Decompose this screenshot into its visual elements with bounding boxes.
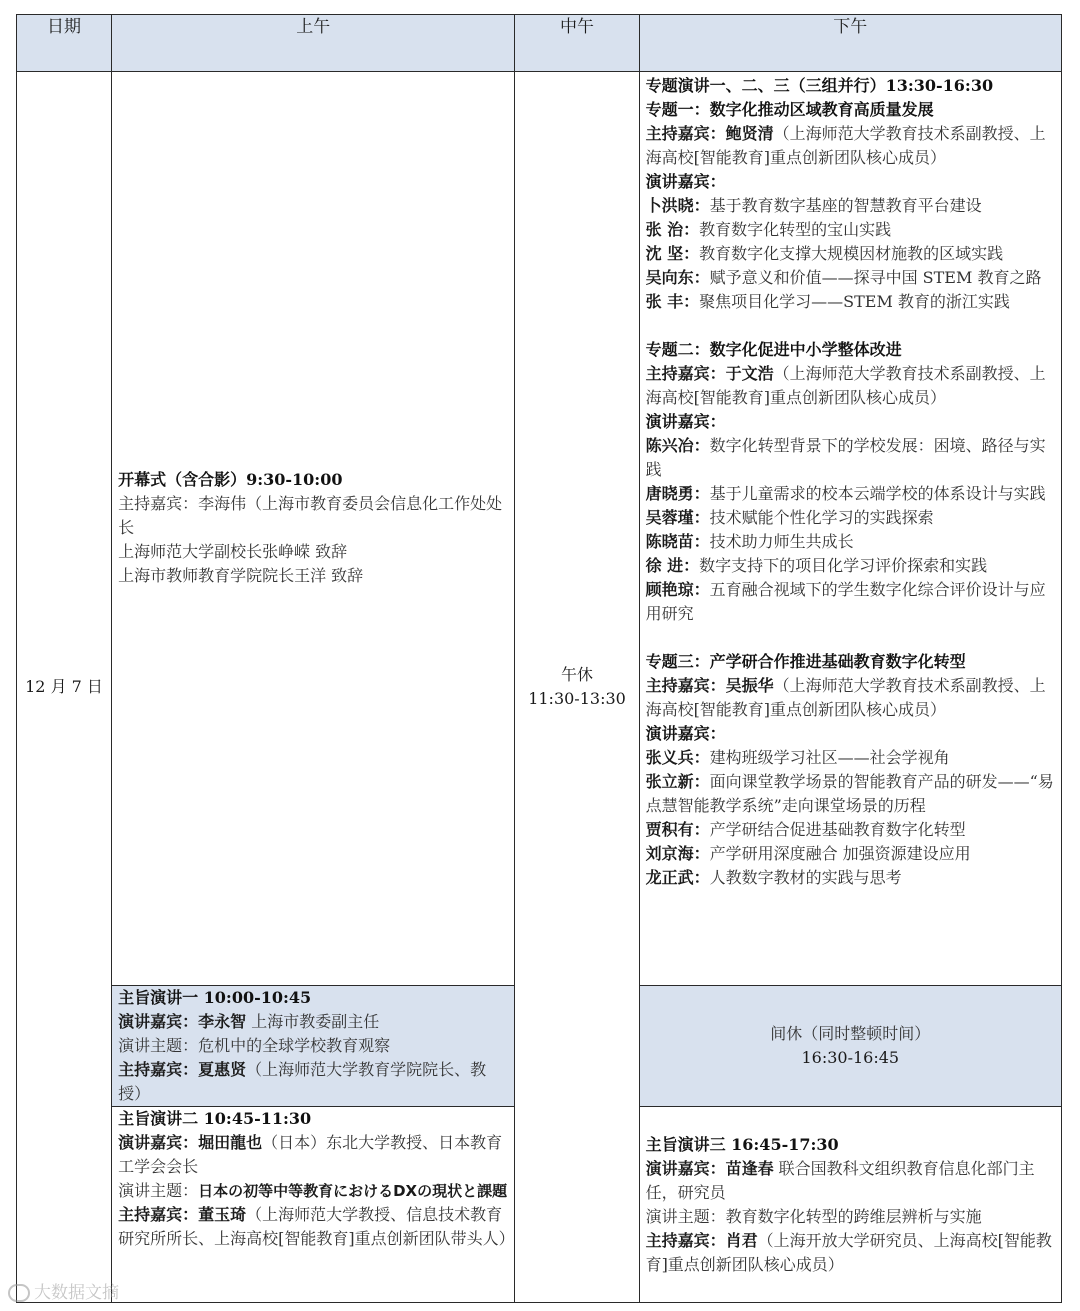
watermark-logo-icon [8, 1284, 30, 1302]
keynote3-speaker-label: 演讲嘉宾： [645, 1158, 726, 1178]
talk-item: 卜洪晓：基于教育数字基座的智慧教育平台建设 [645, 196, 982, 215]
schedule-page [16, 14, 1062, 1298]
topic-block-2 [646, 338, 1055, 626]
watermark [8, 1278, 119, 1303]
keynote1-speaker-name: 李永智 [198, 1012, 247, 1031]
header-afternoon: 下午 [639, 15, 1061, 72]
date-cell: 12 月 7 日 [17, 72, 112, 1303]
topic-title: 专题二：数字化促进中小学整体改进 [645, 340, 902, 359]
opening-speech-2: 上海市教师教育学院院长王洋 致辞 [118, 566, 364, 585]
noon-title: 午休 [561, 665, 594, 684]
keynote1-speaker-desc: 上海市教委副主任 [246, 1012, 380, 1031]
keynote2-speaker-name: 堀田龍也 [198, 1133, 263, 1152]
keynote3-title: 主旨演讲三 16:45-17:30 [645, 1134, 839, 1154]
header-date: 日期 [17, 15, 112, 72]
topic-title: 专题一：数字化推动区域教育高质量发展 [645, 100, 934, 119]
break-time: 16:30-16:45 [801, 1048, 900, 1067]
host-name: 鲍贤清 [725, 124, 774, 143]
break-title: 间休（同时整顿时间） [770, 1024, 931, 1043]
host-desc: （上海师范大学教育技术系副教授、上海高校[智能教育]重点创新团队核心成员） [645, 676, 1046, 719]
keynote3-topic: 演讲主题：教育数字化转型的跨维层辨析与实施 [645, 1206, 982, 1226]
header-noon: 中午 [515, 15, 639, 72]
keynote1-speaker-label: 演讲嘉宾： [118, 1012, 199, 1031]
keynote3-host-name: 肖君 [725, 1230, 758, 1250]
talk-item: 张立新：面向课堂教学场景的智能教育产品的研发——“易点慧智能教学系统”走向课堂场景的历程 [645, 772, 1054, 815]
schedule-table [16, 14, 1062, 1303]
talk-item: 张义兵：建构班级学习社区——社会学视角 [645, 748, 950, 767]
keynote1-title: 主旨演讲一 10:00-10:45 [118, 988, 312, 1007]
keynote3-speaker-desc: 联合国教科文组织教育信息化部门主任，研究员 [645, 1158, 1035, 1202]
talk-item: 陈兴冶：数字化转型背景下的学校发展：困境、路径与实践 [645, 436, 1046, 479]
talk-item: 陈晓苗：技术助力师生共成长 [645, 532, 854, 551]
talk-item: 吴蓉瑾：技术赋能个性化学习的实践探索 [645, 508, 934, 527]
talk-item: 吴向东：赋予意义和价值——探寻中国 STEM 教育之路 [645, 268, 1042, 287]
topic-block-3 [646, 650, 1055, 890]
talk-item: 龙正武：人教数字教材的实践与思考 [645, 868, 902, 887]
keynote1-host-name: 夏惠贤 [198, 1060, 247, 1079]
keynote3-host-desc: （上海开放大学研究员、上海高校[智能教育]重点创新团队核心成员） [645, 1230, 1052, 1274]
keynote2-speaker-label: 演讲嘉宾： [118, 1133, 199, 1152]
keynote2-host-label: 主持嘉宾： [118, 1205, 199, 1224]
watermark-text: 大数据文摘 [34, 1283, 119, 1303]
keynote2-speaker-desc: （日本）东北大学教授、日本教育工学会会长 [118, 1133, 503, 1176]
keynote3-host-label: 主持嘉宾： [645, 1230, 726, 1250]
opening-speech-1: 上海师范大学副校长张峥嵘 致辞 [118, 542, 348, 561]
keynote2-topic-label: 演讲主题： [118, 1181, 199, 1200]
talk-item: 沈 坚：教育数字化支撑大规模因材施教的区域实践 [645, 244, 1004, 263]
talk-item: 张 治：教育数字化转型的宝山实践 [645, 220, 892, 239]
keynote2-topic-text: 日本の初等中等教育におけるDXの現状と課題 [198, 1182, 508, 1200]
keynote2-host-desc: （上海师范大学教授、信息技术教育研究所所长、上海高校[智能教育]重点创新团队带头人） [118, 1205, 515, 1248]
noon-time: 11:30-13:30 [528, 689, 626, 708]
host-label: 主持嘉宾： [645, 364, 726, 383]
host-name: 于文浩 [725, 364, 774, 383]
talk-item: 徐 进：数字支持下的项目化学习评价探索和实践 [645, 556, 988, 575]
opening-host: 主持嘉宾：李海伟（上海市教育委员会信息化工作处处长 [118, 494, 503, 537]
keynote2-cell [112, 1107, 515, 1303]
host-label: 主持嘉宾： [645, 676, 726, 695]
keynote3-cell [639, 1107, 1061, 1303]
talk-item: 顾艳琼：五育融合视域下的学生数字化综合评价设计与应用研究 [645, 580, 1046, 623]
topic-block-1 [646, 98, 1055, 314]
keynote1-topic: 演讲主题：危机中的全球学校教育观察 [118, 1036, 391, 1055]
talk-item: 贾积有：产学研结合促进基础教育数字化转型 [645, 820, 966, 839]
speakers-label: 演讲嘉宾： [645, 172, 726, 191]
noon-cell [515, 72, 639, 1303]
keynote3-speaker-name: 苗逢春 [725, 1158, 774, 1178]
host-desc: （上海师范大学教育技术系副教授、上海高校[智能教育]重点创新团队核心成员） [645, 124, 1046, 167]
keynote1-cell [112, 986, 515, 1107]
host-label: 主持嘉宾： [645, 124, 726, 143]
keynote2-title: 主旨演讲二 10:45-11:30 [118, 1109, 312, 1128]
break-cell [639, 986, 1061, 1107]
keynote2-host-name: 董玉琦 [198, 1205, 247, 1224]
topic-title: 专题三：产学研合作推进基础教育数字化转型 [645, 652, 966, 671]
host-name: 吴振华 [725, 676, 774, 695]
speakers-label: 演讲嘉宾： [645, 724, 726, 743]
speakers-label: 演讲嘉宾： [645, 412, 726, 431]
talk-item: 刘京海：产学研用深度融合 加强资源建设应用 [645, 844, 971, 863]
talk-item: 张 丰：聚焦项目化学习——STEM 教育的浙江实践 [645, 292, 1010, 311]
afternoon-title: 专题演讲一、二、三（三组并行）13:30-16:30 [645, 76, 994, 95]
header-morning: 上午 [112, 15, 515, 72]
keynote1-host-label: 主持嘉宾： [118, 1060, 199, 1079]
afternoon-topics-cell [639, 72, 1061, 986]
opening-cell [112, 72, 515, 986]
opening-title: 开幕式（含合影）9:30-10:00 [118, 470, 343, 489]
talk-item: 唐晓勇：基于儿童需求的校本云端学校的体系设计与实践 [645, 484, 1046, 503]
header-row [17, 15, 1062, 72]
schedule-row-main [17, 72, 1062, 986]
host-desc: （上海师范大学教育技术系副教授、上海高校[智能教育]重点创新团队核心成员） [645, 364, 1046, 407]
keynote1-host-desc: （上海师范大学教育学院院长、教授） [118, 1060, 487, 1103]
